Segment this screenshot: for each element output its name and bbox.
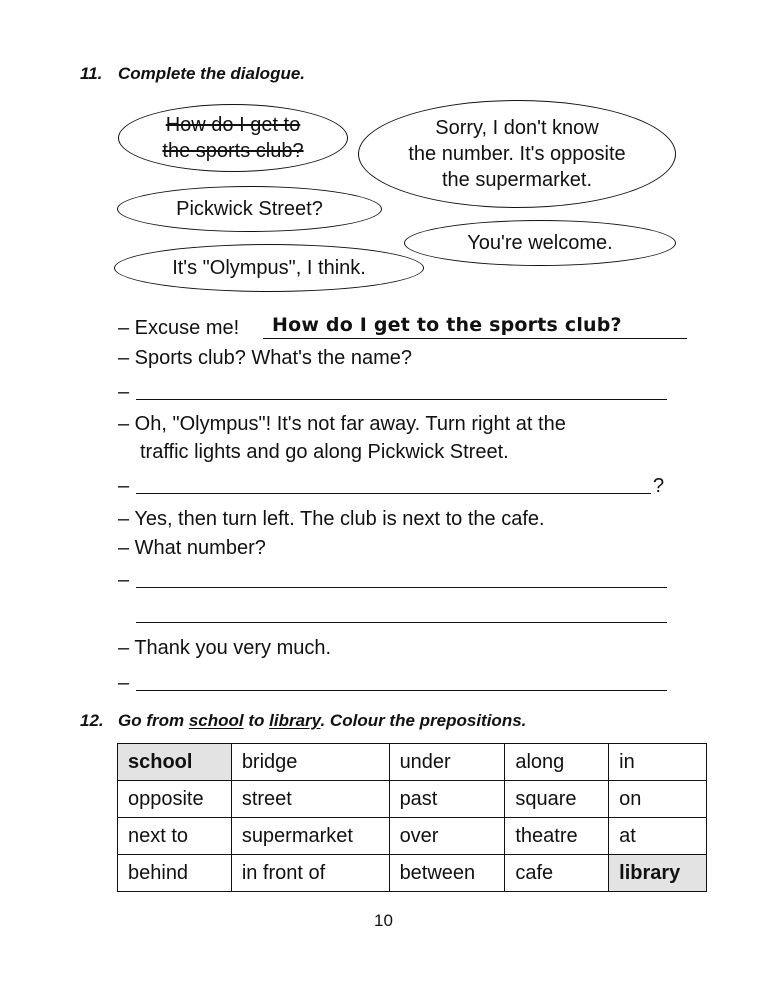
bubble-olympus: [114, 244, 424, 292]
dialogue-line-8-dash: –: [118, 569, 130, 591]
grid-cell[interactable]: square: [505, 781, 609, 818]
exercise-11-title: Complete the dialogue.: [118, 64, 306, 83]
grid-cell[interactable]: opposite: [118, 781, 232, 818]
grid-row: [118, 781, 707, 818]
grid-cell[interactable]: street: [231, 781, 389, 818]
dialogue-line-9: – Thank you very much.: [118, 637, 332, 659]
dialogue-line-6: – Yes, then turn left. The club is next to the cafe.: [118, 508, 545, 530]
grid-cell[interactable]: between: [389, 855, 505, 892]
answer-line-4[interactable]: [136, 587, 667, 588]
dialogue-line-4b: traffic lights and go along Pickwick Street.: [140, 441, 509, 463]
grid-cell[interactable]: next to: [118, 818, 232, 855]
grid-row: [118, 818, 707, 855]
grid-cell[interactable]: bridge: [231, 744, 389, 781]
exercise-11-heading: [80, 64, 305, 84]
exercise-12-title-library: library: [269, 711, 321, 730]
answer-line-1[interactable]: [263, 338, 687, 339]
bubble-pickwick-street: [117, 186, 382, 232]
dialogue-line-3-dash: –: [118, 381, 130, 403]
bubble-1-line-1: How do I get to: [165, 114, 301, 136]
exercise-11-number: 11.: [80, 64, 103, 83]
bubble-youre-welcome: [404, 220, 676, 266]
dialogue-line-10-dash: –: [118, 672, 130, 694]
bubble-5-text: It's "Olympus", I think.: [172, 257, 366, 279]
grid-cell[interactable]: on: [609, 781, 707, 818]
answer-line-6[interactable]: [136, 690, 667, 691]
exercise-12-title-school: school: [188, 711, 244, 730]
grid-cell[interactable]: past: [389, 781, 505, 818]
grid-cell[interactable]: in: [609, 744, 707, 781]
bubble-3-text: Pickwick Street?: [176, 198, 323, 220]
exercise-12-title-part-2: to: [243, 711, 270, 730]
dialogue-line-1-prefix: – Excuse me!: [118, 317, 240, 339]
dialogue-line-4a: – Oh, "Olympus"! It's not far away. Turn right at the: [118, 413, 566, 435]
bubble-1-line-2: the sports club?: [162, 140, 304, 162]
exercise-12-title-part-3: . Colour the prepositions.: [320, 711, 527, 730]
grid-cell[interactable]: in front of: [231, 855, 389, 892]
bubble-sorry: [358, 100, 676, 208]
answer-line-3[interactable]: [136, 493, 651, 494]
grid-row: [118, 744, 707, 781]
bubble-2-line-3: the supermarket.: [441, 169, 593, 191]
bubble-4-text: You're welcome.: [467, 232, 613, 254]
bubble-2-line-2: the number. It's opposite: [408, 143, 626, 165]
answer-line-2[interactable]: [136, 399, 667, 400]
dialogue-line-2: – Sports club? What's the name?: [118, 347, 412, 369]
grid-cell[interactable]: at: [609, 818, 707, 855]
exercise-12-title-part-1: Go from: [118, 711, 189, 730]
grid-cell-end-library[interactable]: library: [609, 855, 707, 892]
grid-cell[interactable]: along: [505, 744, 609, 781]
grid-cell[interactable]: under: [389, 744, 505, 781]
grid-cell[interactable]: cafe: [505, 855, 609, 892]
exercise-12-heading: [80, 711, 526, 731]
dialogue-line-5-question-mark: ?: [653, 475, 665, 497]
bubble-how-do-i-get: [118, 104, 348, 172]
handwritten-answer-1: How do I get to the sports club?: [272, 314, 622, 336]
grid-cell[interactable]: supermarket: [231, 818, 389, 855]
grid-cell[interactable]: behind: [118, 855, 232, 892]
page-number: 10: [374, 911, 393, 930]
dialogue-line-1: [118, 316, 239, 340]
preposition-grid: [117, 743, 707, 892]
dialogue-line-5-dash: –: [118, 475, 130, 497]
dialogue-line-7: – What number?: [118, 537, 266, 559]
grid-cell[interactable]: theatre: [505, 818, 609, 855]
grid-cell-start-school[interactable]: school: [118, 744, 232, 781]
exercise-12-number: 12.: [80, 711, 104, 730]
answer-line-5[interactable]: [136, 622, 667, 623]
bubble-2-line-1: Sorry, I don't know: [435, 117, 599, 139]
grid-row: [118, 855, 707, 892]
grid-cell[interactable]: over: [389, 818, 505, 855]
